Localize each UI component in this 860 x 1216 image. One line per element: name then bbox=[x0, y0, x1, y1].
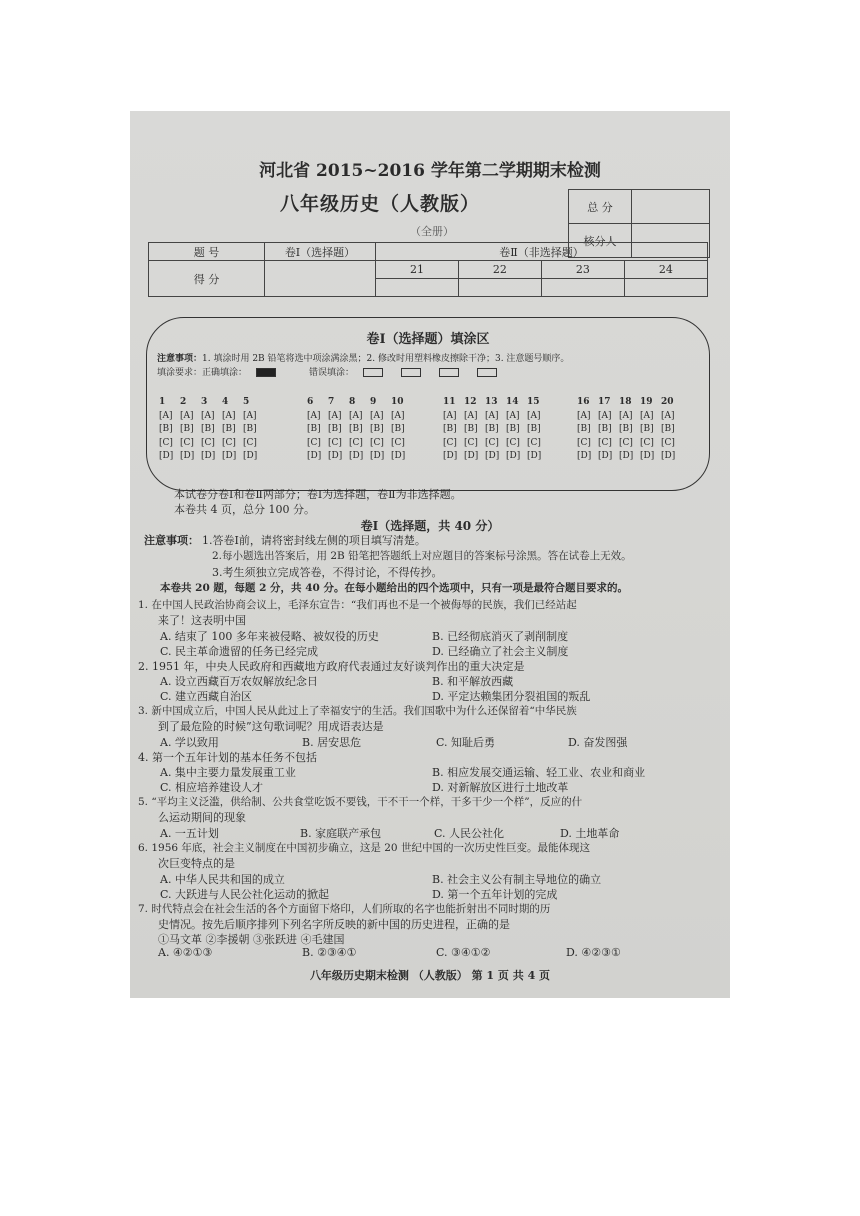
q1-option-c: C. 民主革命遗留的任务已经完成 bbox=[160, 645, 319, 658]
q7-stem-line1: 7. 时代特点会在社会生活的各个方面留下烙印，人们所取的名字也能折射出不同时期的历 bbox=[138, 903, 551, 915]
fill-area-title: 卷Ⅰ（选择题）填涂区 bbox=[366, 332, 490, 347]
bubble-option-row bbox=[577, 423, 682, 437]
answer-bubble[interactable]: [B] bbox=[506, 424, 520, 434]
answer-bubble[interactable]: [C] bbox=[391, 437, 405, 448]
answer-bubble[interactable]: [D] bbox=[180, 451, 195, 461]
answer-bubble[interactable]: [B] bbox=[180, 424, 194, 434]
bubble-group bbox=[307, 396, 412, 464]
answer-bubble[interactable]: [D] bbox=[619, 451, 634, 461]
answer-bubble[interactable]: [C] bbox=[464, 437, 478, 448]
answer-bubble[interactable]: [B] bbox=[370, 424, 384, 434]
fill-notice-line2 bbox=[157, 365, 506, 378]
bubble-option-row bbox=[443, 410, 548, 424]
q7-option-c: C. ③④①② bbox=[436, 946, 491, 959]
answer-bubble[interactable]: [D] bbox=[370, 451, 385, 461]
bubble-option-row bbox=[443, 437, 548, 451]
answer-bubble[interactable]: [B] bbox=[349, 424, 363, 434]
correct-fill-label: 填涂要求：正确填涂： bbox=[157, 368, 248, 378]
score-label: 得 分 bbox=[149, 261, 265, 297]
q4-stem: 4. 第一个五年计划的基本任务不包括 bbox=[138, 751, 317, 764]
exam-title: 河北省 2015~2016 学年第二学期期末检测 bbox=[259, 161, 601, 181]
answer-bubble[interactable]: [C] bbox=[180, 437, 194, 448]
answer-bubble[interactable]: [D] bbox=[527, 451, 542, 461]
answer-bubble[interactable]: [A] bbox=[577, 410, 591, 421]
answer-bubble[interactable]: [B] bbox=[391, 424, 405, 434]
answer-bubble[interactable]: [A] bbox=[598, 410, 612, 421]
bubble-question-numbers bbox=[159, 396, 264, 410]
volume-note: （全册） bbox=[410, 225, 454, 238]
bubble-group bbox=[159, 396, 264, 464]
bubble-option-row bbox=[577, 450, 682, 464]
fill-notice-line1 bbox=[157, 351, 569, 364]
part1-score-cell bbox=[265, 261, 376, 297]
answer-bubble[interactable]: [C] bbox=[640, 437, 654, 448]
bubble-question-number: 7 bbox=[328, 397, 335, 407]
bubble-option-row bbox=[577, 410, 682, 424]
answer-bubble[interactable]: [A] bbox=[159, 410, 173, 421]
answer-bubble[interactable]: [A] bbox=[443, 410, 457, 421]
question-number-label: 题 号 bbox=[149, 243, 265, 261]
bubble-question-number: 6 bbox=[307, 397, 314, 407]
answer-bubble[interactable]: [D] bbox=[222, 451, 237, 461]
wrong-fill-mark-icon bbox=[477, 368, 497, 377]
answer-bubble[interactable]: [A] bbox=[640, 410, 654, 421]
wrong-fill-mark-icon bbox=[363, 368, 383, 377]
q1-stem-line1: 1. 在中国人民政治协商会议上，毛泽东宣告：“我们再也不是一个被侮辱的民族，我们已经站起 bbox=[138, 599, 577, 611]
q23-header: 23 bbox=[541, 261, 624, 279]
q1-option-a: A. 结束了 100 多年来被侵略、被奴役的历史 bbox=[160, 630, 379, 643]
score-table bbox=[148, 242, 708, 297]
q5-option-d: D. 土地革命 bbox=[560, 827, 620, 840]
q5-option-b: B. 家庭联产承包 bbox=[300, 827, 382, 840]
bubble-question-numbers bbox=[443, 396, 548, 410]
answer-bubble[interactable]: [C] bbox=[201, 437, 215, 448]
bubble-question-number: 8 bbox=[349, 397, 356, 407]
total-score-cell bbox=[632, 190, 710, 224]
bubble-group bbox=[443, 396, 548, 464]
page-footer: 八年级历史期末检测 （人教版） 第 1 页 共 4 页 bbox=[309, 969, 551, 982]
bubble-question-number: 14 bbox=[506, 397, 519, 407]
answer-bubble[interactable]: [D] bbox=[243, 451, 258, 461]
bubble-option-row bbox=[307, 423, 412, 437]
q6-stem-line1: 6. 1956 年底，社会主义制度在中国初步确立，这是 20 世纪中国的一次历史性巨变。最能体现这 bbox=[138, 842, 590, 854]
answer-bubble[interactable]: [C] bbox=[485, 437, 499, 448]
wrong-fill-mark-icon bbox=[401, 368, 421, 377]
answer-bubble[interactable]: [B] bbox=[222, 424, 236, 434]
answer-bubble[interactable]: [C] bbox=[328, 437, 342, 448]
answer-bubble[interactable]: [C] bbox=[307, 437, 321, 448]
answer-bubble[interactable]: [C] bbox=[159, 437, 173, 448]
q3-stem-line1: 3. 新中国成立后，中国人民从此过上了幸福安宁的生活。我们国歌中为什么还保留着“中华民族 bbox=[138, 705, 577, 717]
bubble-question-number: 18 bbox=[619, 397, 632, 407]
answer-bubble[interactable]: [A] bbox=[307, 410, 321, 421]
answer-bubble[interactable]: [D] bbox=[464, 451, 479, 461]
q23-score bbox=[541, 279, 624, 297]
answer-bubble[interactable]: [B] bbox=[640, 424, 654, 434]
answer-bubble[interactable]: [A] bbox=[349, 410, 363, 421]
q22-header: 22 bbox=[458, 261, 541, 279]
q4-option-b: B. 相应发展交通运输、轻工业、农业和商业 bbox=[432, 766, 646, 779]
section1-notice-label: 注意事项： bbox=[144, 534, 199, 547]
bubble-option-row bbox=[443, 450, 548, 464]
q5-option-c: C. 人民公社化 bbox=[434, 827, 505, 840]
bubble-option-row bbox=[443, 423, 548, 437]
q5-option-a: A. 一五计划 bbox=[160, 827, 219, 840]
answer-bubble[interactable]: [C] bbox=[349, 437, 363, 448]
q3-stem-line2: 到了最危险的时候”这句歌词呢？用成语表达是 bbox=[158, 720, 384, 733]
answer-bubble[interactable]: [C] bbox=[243, 437, 257, 448]
answer-bubble[interactable]: [C] bbox=[506, 437, 520, 448]
q7-name-items: ①马文革 ②李援朝 ③张跃进 ④毛建国 bbox=[158, 933, 345, 946]
q3-option-d: D. 奋发图强 bbox=[568, 736, 628, 749]
bubble-option-row bbox=[577, 437, 682, 451]
fill-notice-label: 注意事项： bbox=[157, 354, 203, 364]
q7-option-a: A. ④②①③ bbox=[158, 946, 213, 959]
correct-fill-mark-icon bbox=[256, 368, 276, 377]
bubble-question-number: 4 bbox=[222, 397, 229, 407]
answer-bubble[interactable]: [B] bbox=[307, 424, 321, 434]
bubble-option-row bbox=[307, 410, 412, 424]
q4-option-a: A. 集中主要力量发展重工业 bbox=[160, 766, 296, 779]
bubble-question-number: 15 bbox=[527, 397, 540, 407]
answer-bubble[interactable]: [D] bbox=[443, 451, 458, 461]
answer-bubble[interactable]: [D] bbox=[577, 451, 592, 461]
bubble-group bbox=[577, 396, 682, 464]
checker-label: 核分人 bbox=[569, 224, 632, 258]
intro-line1: 本试卷分卷Ⅰ和卷Ⅱ两部分；卷Ⅰ为选择题，卷Ⅱ为非选择题。 bbox=[174, 488, 462, 501]
bubble-question-number: 5 bbox=[243, 397, 250, 407]
section1-notice-3: 3.考生须独立完成答卷，不得讨论，不得传抄。 bbox=[212, 566, 443, 579]
answer-bubble[interactable]: [D] bbox=[328, 451, 343, 461]
q2-option-c: C. 建立西藏自治区 bbox=[160, 690, 253, 703]
answer-bubble[interactable]: [B] bbox=[619, 424, 633, 434]
section1-instruction: 本卷共 20 题，每题 2 分，共 40 分。在每小题给出的四个选项中，只有一项是最符合题目要求的。 bbox=[160, 582, 628, 594]
answer-bubble[interactable]: [D] bbox=[661, 451, 676, 461]
q6-option-b: B. 社会主义公有制主导地位的确立 bbox=[432, 873, 602, 886]
answer-bubble[interactable]: [B] bbox=[201, 424, 215, 434]
bubble-option-row bbox=[159, 410, 264, 424]
answer-bubble[interactable]: [C] bbox=[527, 437, 541, 448]
wrong-fill-mark-icon bbox=[439, 368, 459, 377]
bubble-question-number: 2 bbox=[180, 397, 187, 407]
bubble-question-number: 11 bbox=[443, 397, 456, 407]
bubble-question-number: 17 bbox=[598, 397, 611, 407]
answer-bubble[interactable]: [C] bbox=[619, 437, 633, 448]
answer-bubble[interactable]: [A] bbox=[180, 410, 194, 421]
section1-title: 卷Ⅰ（选择题，共 40 分） bbox=[360, 519, 500, 533]
q7-stem-line2: 史情况。按先后顺序排列下列名字所反映的新中国的历史进程，正确的是 bbox=[158, 918, 510, 931]
q4-option-d: D. 对新解放区进行土地改革 bbox=[432, 781, 569, 794]
answer-bubble[interactable]: [A] bbox=[222, 410, 236, 421]
answer-bubble[interactable]: [C] bbox=[222, 437, 236, 448]
q2-option-a: A. 设立西藏百万农奴解放纪念日 bbox=[160, 675, 318, 688]
q2-stem: 2. 1951 年，中央人民政府和西藏地方政府代表通过友好谈判作出的重大决定是 bbox=[138, 660, 525, 673]
answer-fill-area bbox=[146, 317, 710, 491]
q3-option-b: B. 居安思危 bbox=[302, 736, 362, 749]
answer-bubble[interactable]: [A] bbox=[201, 410, 215, 421]
answer-bubble[interactable]: [A] bbox=[661, 410, 675, 421]
q7-option-b: B. ②③④① bbox=[302, 946, 357, 959]
answer-bubble[interactable]: [D] bbox=[349, 451, 364, 461]
q24-score bbox=[624, 279, 707, 297]
answer-bubble[interactable]: [B] bbox=[485, 424, 499, 434]
q2-option-b: B. 和平解放西藏 bbox=[432, 675, 514, 688]
bubble-question-number: 16 bbox=[577, 397, 590, 407]
answer-bubble[interactable]: [D] bbox=[391, 451, 406, 461]
answer-bubble[interactable]: [B] bbox=[159, 424, 173, 434]
intro-line2: 本卷共 4 页，总分 100 分。 bbox=[174, 503, 315, 516]
answer-bubble[interactable]: [D] bbox=[307, 451, 322, 461]
answer-bubble[interactable]: [C] bbox=[598, 437, 612, 448]
answer-bubble[interactable]: [B] bbox=[577, 424, 591, 434]
q6-stem-line2: 次巨变特点的是 bbox=[158, 857, 235, 870]
answer-bubble[interactable]: [C] bbox=[370, 437, 384, 448]
bubble-question-number: 9 bbox=[370, 397, 377, 407]
answer-bubble[interactable]: [A] bbox=[243, 410, 257, 421]
bubble-option-row bbox=[159, 437, 264, 451]
answer-bubble[interactable]: [C] bbox=[661, 437, 675, 448]
total-score-label: 总 分 bbox=[569, 190, 632, 224]
exam-subtitle: 八年级历史（人教版） bbox=[280, 193, 481, 215]
answer-bubble[interactable]: [B] bbox=[598, 424, 612, 434]
bubble-question-number: 20 bbox=[661, 397, 674, 407]
bubble-option-row bbox=[307, 437, 412, 451]
part1-header: 卷Ⅰ（选择题） bbox=[265, 243, 376, 261]
answer-bubble[interactable]: [B] bbox=[464, 424, 478, 434]
q5-stem-line2: 么运动期间的现象 bbox=[158, 811, 246, 824]
answer-bubble[interactable]: [C] bbox=[577, 437, 591, 448]
bubble-question-number: 12 bbox=[464, 397, 477, 407]
bubble-question-number: 3 bbox=[201, 397, 208, 407]
q6-option-c: C. 大跃进与人民公社化运动的掀起 bbox=[160, 888, 330, 901]
answer-bubble[interactable]: [D] bbox=[159, 451, 174, 461]
answer-bubble[interactable]: [D] bbox=[485, 451, 500, 461]
bubble-question-number: 1 bbox=[159, 397, 166, 407]
answer-bubble[interactable]: [B] bbox=[243, 424, 257, 434]
bubble-option-row bbox=[159, 423, 264, 437]
q6-option-d: D. 第一个五年计划的完成 bbox=[432, 888, 558, 901]
exam-paper bbox=[130, 111, 730, 998]
q1-stem-line2: 来了！这表明中国 bbox=[158, 614, 246, 627]
answer-bubble[interactable]: [B] bbox=[443, 424, 457, 434]
answer-bubble[interactable]: [A] bbox=[619, 410, 633, 421]
bubble-option-row bbox=[159, 450, 264, 464]
answer-bubble[interactable]: [D] bbox=[598, 451, 613, 461]
fill-notice-text: 1. 填涂时用 2B 铅笔将选中项涂满涂黑；2. 修改时用塑料橡皮擦除干净；3. 注意题号顺序。 bbox=[202, 354, 570, 364]
q4-option-c: C. 相应培养建设人才 bbox=[160, 781, 264, 794]
bubble-option-row bbox=[307, 450, 412, 464]
answer-bubble[interactable]: [A] bbox=[464, 410, 478, 421]
q1-option-d: D. 已经确立了社会主义制度 bbox=[432, 645, 569, 658]
answer-bubble[interactable]: [A] bbox=[527, 410, 541, 421]
wrong-fill-label: 错误填涂： bbox=[309, 368, 355, 378]
bubble-question-numbers bbox=[307, 396, 412, 410]
answer-bubble[interactable]: [D] bbox=[506, 451, 521, 461]
q21-score bbox=[376, 279, 459, 297]
answer-bubble[interactable]: [B] bbox=[328, 424, 342, 434]
answer-bubble[interactable]: [C] bbox=[443, 437, 457, 448]
q6-option-a: A. 中华人民共和国的成立 bbox=[160, 873, 285, 886]
q3-option-a: A. 学以致用 bbox=[160, 736, 219, 749]
q3-option-c: C. 知耻后勇 bbox=[436, 736, 496, 749]
q21-header: 21 bbox=[376, 261, 459, 279]
answer-bubble[interactable]: [D] bbox=[201, 451, 216, 461]
answer-bubble[interactable]: [D] bbox=[640, 451, 655, 461]
bubble-question-number: 13 bbox=[485, 397, 498, 407]
q2-option-d: D. 平定达赖集团分裂祖国的叛乱 bbox=[432, 690, 591, 703]
q1-option-b: B. 已经彻底消灭了剥削制度 bbox=[432, 630, 569, 643]
q5-stem-line1: 5. “平均主义泛滥，供给制、公共食堂吃饭不要钱，干不干一个样，干多干少一个样”，反应的什 bbox=[138, 796, 583, 808]
q24-header: 24 bbox=[624, 261, 707, 279]
section1-notice-1: 1.答卷Ⅰ前，请将密封线左侧的项目填写清楚。 bbox=[202, 534, 426, 547]
bubble-question-number: 19 bbox=[640, 397, 653, 407]
section1-notice-2: 2.每小题选出答案后，用 2B 铅笔把答题纸上对应题目的答案标号涂黑。答在试卷上无效。 bbox=[212, 550, 632, 562]
answer-bubble[interactable]: [A] bbox=[328, 410, 342, 421]
part2-header: 卷Ⅱ（非选择题） bbox=[376, 243, 708, 261]
answer-bubble[interactable]: [A] bbox=[506, 410, 520, 421]
answer-bubble[interactable]: [A] bbox=[370, 410, 384, 421]
answer-bubble[interactable]: [B] bbox=[661, 424, 675, 434]
answer-bubble[interactable]: [A] bbox=[391, 410, 405, 421]
answer-bubble[interactable]: [B] bbox=[527, 424, 541, 434]
bubble-question-number: 10 bbox=[391, 397, 404, 407]
q7-option-d: D. ④②③① bbox=[566, 946, 621, 959]
q22-score bbox=[458, 279, 541, 297]
bubble-question-numbers bbox=[577, 396, 682, 410]
answer-bubble[interactable]: [A] bbox=[485, 410, 499, 421]
